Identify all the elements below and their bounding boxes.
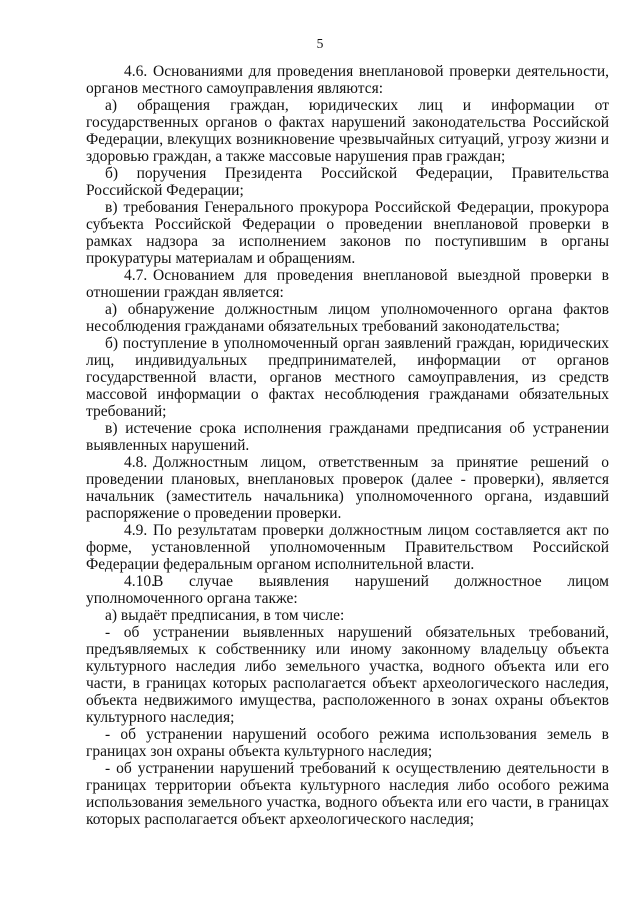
list-item: а) выдаёт предписания, в том числе: — [105, 607, 345, 624]
section-number: 4.9. — [124, 522, 148, 539]
document-body — [86, 63, 609, 828]
paragraph-text: Основанием для проведения внеплановой выездной проверки в отношении граждан является: — [86, 267, 609, 301]
list-item: - об устранении выявленных нарушений обязательных требований, предъявляемых к собственнику или иному законному владельцу объекта культурного наследия либо земельного участка, водного объекта или его части, в границах которых располагается объект археологического наследия, объекта недвижимого имущества, расположенного в зонах охраны объектов культурного наследия; — [86, 624, 609, 726]
section-number: 4.6. — [124, 63, 148, 80]
list-item: - об устранении нарушений требований к осуществлению деятельности в границах территории объекта культурного наследия либо особого режима использования земельного участка, водного объекта или его части, в границах которых располагается объект археологического наследия; — [86, 760, 609, 828]
paragraph-4-10 — [86, 573, 609, 607]
section-number: 4.7. — [124, 267, 148, 284]
paragraph-4-6 — [86, 63, 609, 97]
list-item: б) поручения Президента Российской Федерации, Правительства Российской Федерации; — [86, 165, 609, 199]
paragraph-text: Основаниями для проведения внеплановой проверки деятельности, органов местного самоуправления являются: — [86, 63, 609, 97]
list-item: в) требования Генерального прокурора Российской Федерации, прокурора субъекта Российской Федерации о проведении внеплановой проверки в рамках надзора за исполнением законов по поступившим в органы прокуратуры материалам и обращениям. — [86, 199, 609, 267]
paragraph-4-9 — [86, 522, 609, 573]
list-item: а) обнаружение должностным лицом уполномоченного органа фактов несоблюдения гражданами обязательных требований законодательства; — [86, 301, 609, 335]
list-item: а) обращения граждан, юридических лиц и информации от государственных органов о фактах нарушений законодательства Российской Федерации, влекущих возникновение чрезвычайных ситуаций, угрозу жизни и здоровью граждан, а также массовые нарушения прав граждан; — [86, 97, 609, 165]
page-number: 5 — [316, 36, 324, 51]
list-item: б) поступление в уполномоченный орган заявлений граждан, юридических лиц, индивидуальных предпринимателей, информации от органов государственной власти, органов местного самоуправления, из средств массовой информации о фактах несоблюдения гражданами обязательных требований; — [86, 335, 609, 420]
section-number: 4.10. — [124, 573, 155, 590]
section-number: 4.8. — [124, 454, 148, 471]
paragraph-4-7 — [86, 267, 609, 301]
paragraph-text: По результатам проверки должностным лицом составляется акт по форме, установленной уполномоченным Правительством Российской Федерации федеральным органом исполнительной власти. — [86, 522, 609, 573]
paragraph-4-8 — [86, 454, 609, 522]
list-item: - об устранении нарушений особого режима использования земель в границах зон охраны объекта культурного наследия; — [86, 726, 609, 760]
list-item: в) истечение срока исполнения гражданами предписания об устранении выявленных нарушений. — [86, 420, 609, 454]
paragraph-text: Должностным лицом, ответственным за принятие решений о проведении плановых, внеплановых проверок (далее - проверки), является начальник (заместитель начальника) уполномоченного органа, издавший распоряжение о проведении проверки. — [86, 454, 609, 522]
paragraph-text: В случае выявления нарушений должностное лицом уполномоченного органа также: — [86, 573, 609, 607]
